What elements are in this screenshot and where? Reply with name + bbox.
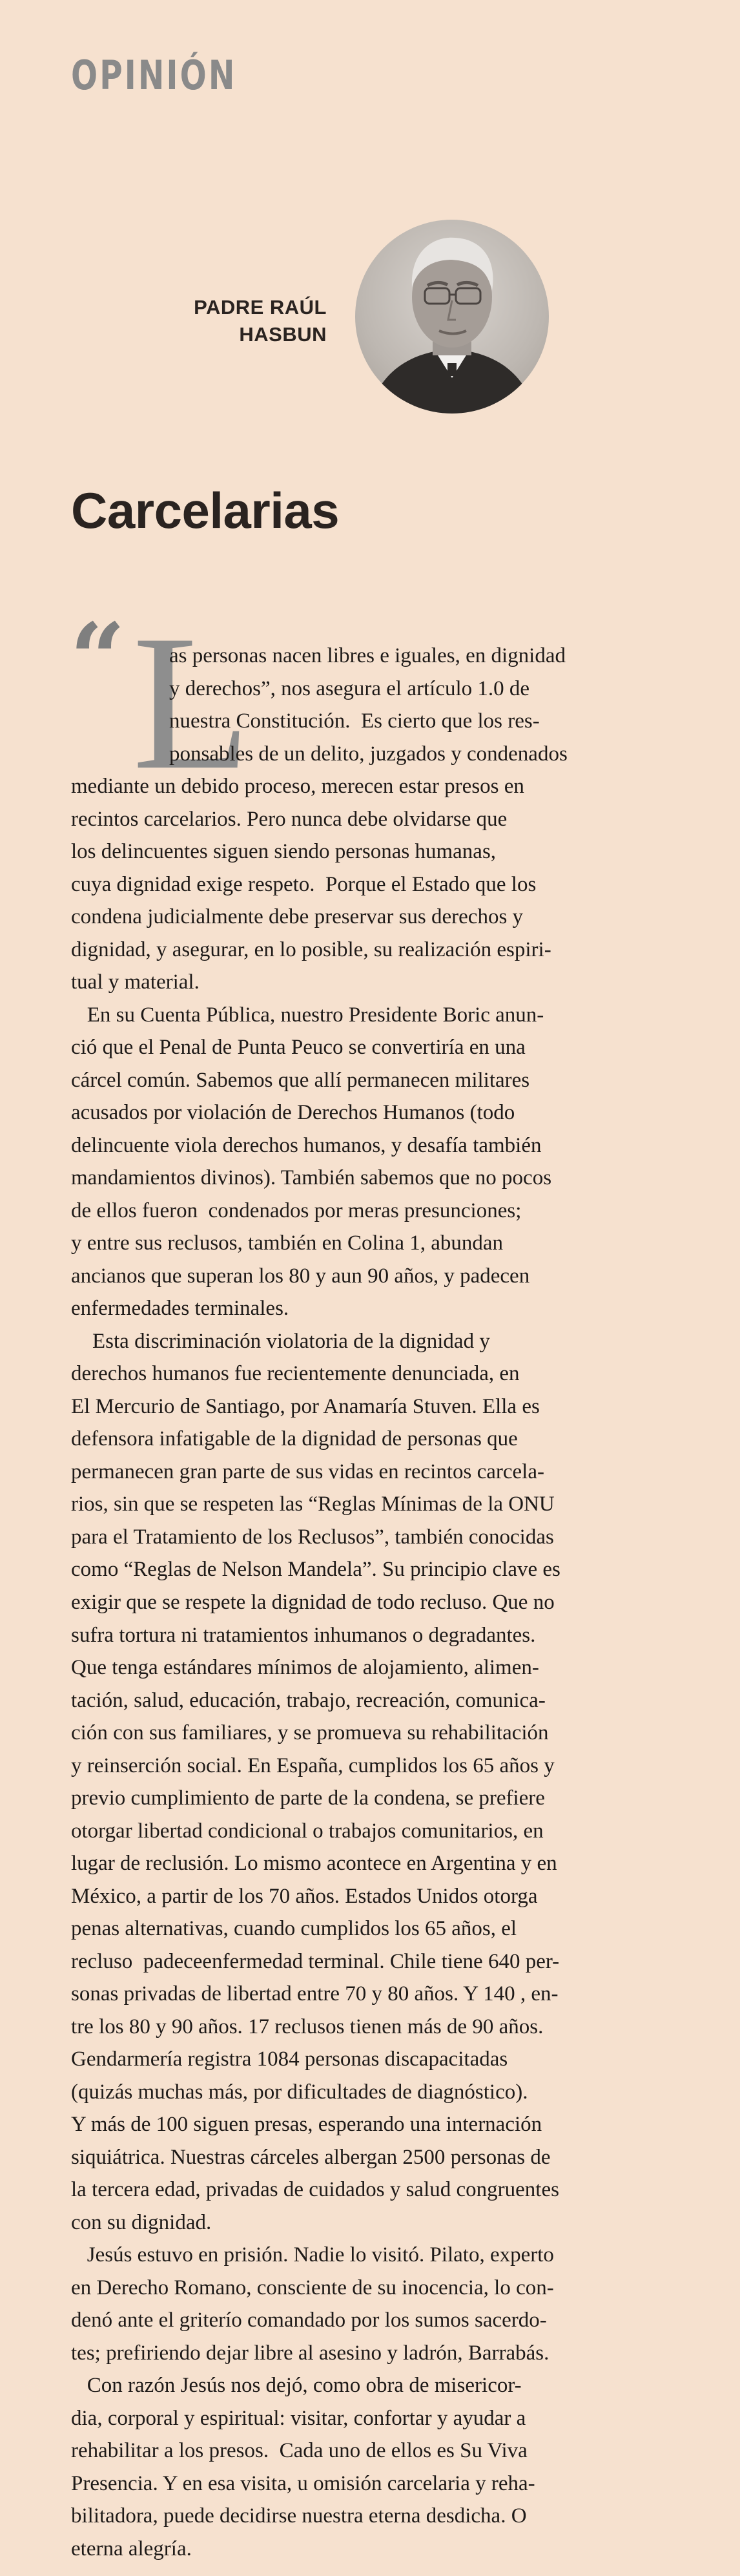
portrait-illustration	[355, 220, 549, 414]
drop-cap-letter: L	[132, 595, 251, 810]
body-line: Presencia. Y en esa visita, u omisión carcelaria y reha-	[71, 2472, 535, 2495]
body-line: mediante un debido proceso, merecen estar presos en	[71, 775, 524, 798]
body-line: delincuente viola derechos humanos, y desafía también	[71, 1134, 542, 1157]
body-line: mandamientos divinos). También sabemos que no pocos	[71, 1166, 552, 1189]
body-line: sufra tortura ni tratamientos inhumanos o degradantes.	[71, 1624, 536, 1647]
body-line: otorgar libertad condicional o trabajos comunitarios, en	[71, 1819, 544, 1843]
body-line: tual y material.	[71, 970, 200, 994]
body-line: y reinserción social. En España, cumplidos los 65 años y	[71, 1754, 555, 1777]
body-line: tación, salud, educación, trabajo, recreación, comunica-	[71, 1689, 546, 1712]
body-line: los delincuentes siguen siendo personas humanas,	[71, 840, 497, 863]
body-line: ció que el Penal de Punta Peuco se convertiría en una	[71, 1036, 526, 1059]
body-line: como “Reglas de Nelson Mandela”. Su principio clave es	[71, 1558, 560, 1581]
author-portrait	[355, 220, 549, 414]
body-line: denó ante el griterío comandado por los sumos sacerdo-	[71, 2309, 547, 2332]
body-line: Gendarmería registra 1084 personas discapacitadas	[71, 2047, 508, 2071]
author-name-line2: HASBUN	[239, 323, 327, 346]
author-block	[0, 213, 740, 420]
body-line: la tercera edad, privadas de cuidados y salud congruentes	[71, 2178, 559, 2201]
body-line: ción con sus familiares, y se promueva su rehabilitación	[71, 1721, 549, 1744]
body-line: as personas nacen libres e iguales, en dignidad	[169, 644, 566, 667]
body-line: penas alternativas, cuando cumplidos los 65 años, el	[71, 1917, 517, 1940]
body-line: Que tenga estándares mínimos de alojamiento, alimen-	[71, 1656, 539, 1679]
body-line: Con razón Jesús nos dejó, como obra de misericor-	[71, 2374, 522, 2397]
body-line: (quizás muchas más, por dificultades de diagnóstico).	[71, 2080, 528, 2104]
body-line: con su dignidad.	[71, 2211, 212, 2234]
author-name-line1: PADRE RAÚL	[194, 296, 327, 319]
section-label: OPINIÓN	[71, 52, 237, 99]
body-line: recintos carcelarios. Pero nunca debe olvidarse que	[71, 808, 508, 831]
body-line: y entre sus reclusos, también en Colina 1, abundan	[71, 1231, 504, 1255]
opening-quote-mark: “	[70, 602, 114, 716]
body-line: derechos humanos fue recientemente denunciada, en	[71, 1362, 520, 1385]
body-line: de ellos fueron condenados por meras presunciones;	[71, 1199, 522, 1222]
body-line: Jesús estuvo en prisión. Nadie lo visitó. Pilato, experto	[71, 2243, 554, 2267]
body-line: en Derecho Romano, consciente de su inocencia, lo con-	[71, 2276, 554, 2299]
body-line: enfermedades terminales.	[71, 1297, 289, 1320]
body-line: México, a partir de los 70 años. Estados Unidos otorga	[71, 1885, 538, 1908]
body-line: recluso padeceenfermedad terminal. Chile tiene 640 per-	[71, 1950, 560, 1973]
body-line: ponsables de un delito, juzgados y condenados	[169, 742, 568, 766]
body-line: cárcel común. Sabemos que allí permanecen militares	[71, 1069, 530, 1092]
body-line: eterna alegría.	[71, 2537, 192, 2560]
body-line: ancianos que superan los 80 y aun 90 años, y padecen	[71, 1264, 530, 1288]
body-line: acusados por violación de Derechos Humanos (todo	[71, 1101, 515, 1124]
article-headline: Carcelarias	[71, 482, 340, 539]
body-line: tre los 80 y 90 años. 17 reclusos tienen más de 90 años.	[71, 2015, 544, 2038]
body-line: Y más de 100 siguen presas, esperando una internación	[71, 2113, 542, 2136]
body-line: condena judicialmente debe preservar sus derechos y	[71, 905, 524, 928]
body-line: defensora infatigable de la dignidad de personas que	[71, 1427, 518, 1450]
author-name	[194, 294, 327, 348]
body-line: dignidad, y asegurar, en lo posible, su realización espiri-	[71, 938, 551, 961]
body-line: permanecen gran parte de sus vidas en recintos carcela-	[71, 1460, 544, 1483]
body-line: previo cumplimiento de parte de la condena, se prefiere	[71, 1786, 545, 1810]
body-line: Esta discriminación violatoria de la dignidad y	[71, 1330, 490, 1353]
body-line: En su Cuenta Pública, nuestro Presidente Boric anun-	[71, 1003, 544, 1027]
body-line: siquiátrica. Nuestras cárceles albergan 2500 personas de	[71, 2146, 551, 2169]
body-line: exigir que se respete la dignidad de todo recluso. Que no	[71, 1591, 555, 1614]
body-line: nuestra Constitución. Es cierto que los res-	[169, 709, 540, 733]
body-line: bilitadora, puede decidirse nuestra eterna desdicha. O	[71, 2504, 527, 2528]
body-line: El Mercurio de Santiago, por Anamaría Stuven. Ella es	[71, 1395, 540, 1418]
body-line: cuya dignidad exige respeto. Porque el Estado que los	[71, 873, 537, 896]
body-line: rehabilitar a los presos. Cada uno de ellos es Su Viva	[71, 2439, 528, 2462]
body-line: dia, corporal y espiritual: visitar, confortar y ayudar a	[71, 2407, 526, 2430]
body-line: lugar de reclusión. Lo mismo acontece en Argentina y en	[71, 1852, 557, 1875]
body-line: para el Tratamiento de los Reclusos”, también conocidas	[71, 1525, 554, 1549]
body-line: rios, sin que se respeten las “Reglas Mínimas de la ONU	[71, 1492, 555, 1516]
body-line: sonas privadas de libertad entre 70 y 80 años. Y 140 , en-	[71, 1982, 559, 2005]
body-line: tes; prefiriendo dejar libre al asesino y ladrón, Barrabás.	[71, 2341, 550, 2365]
body-line: y derechos”, nos asegura el artículo 1.0 de	[169, 677, 530, 700]
